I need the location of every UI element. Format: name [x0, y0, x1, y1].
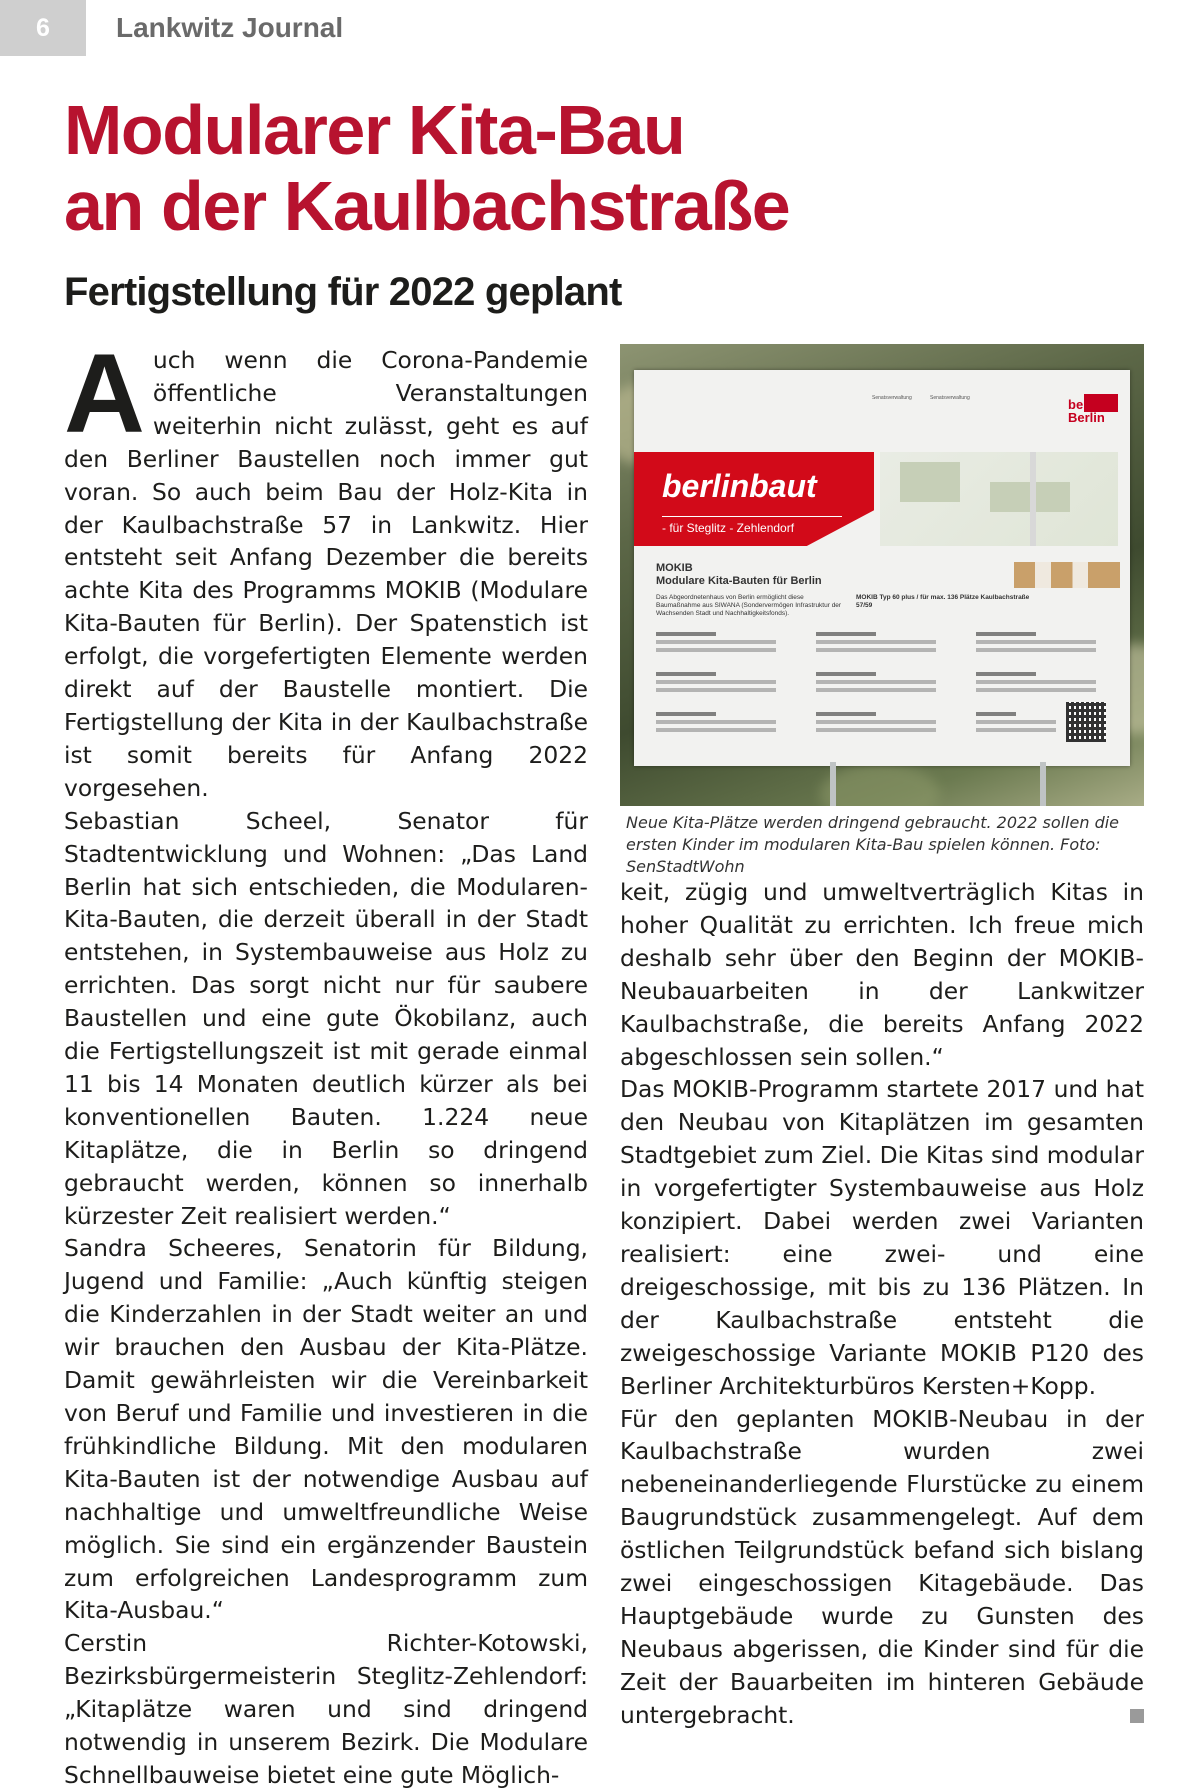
sign-post: [1040, 762, 1046, 806]
paragraph-program: Das MOKIB-Programm startete 2017 und hat den Neubau von Kitaplätzen im gesamten Stadtgebiet zum Ziel. Die Kitas sind modular in vorgefertigter Systembauweise aus Holz konzipiert. Dabei werden zwei Varianten realisiert: eine zwei- und eine dreigeschossige, mit bis zu 136 Plätzen. In der Kaulbachstraße entsteht die zweigeschossige Variante MOKIB P120 des Berliner Architekturbüros Kersten+Kopp.: [620, 1075, 1144, 1400]
sign-info-block: [816, 672, 936, 708]
paragraph-intro: uch wenn die Corona-Pandemie öffentliche Veranstaltungen weiterhin nicht zulässt, geht es auf den Berliner Baustellen noch immer gut voran. So auch beim Bau der Holz-Kita in der Kaulbachstraße 57 in Lankwitz. Hier entsteht seit Anfang Dezember die bereits achte Kita des Programms MOKIB (Modulare Kita-Bauten für Berlin). Der Spatenstich ist erfolgt, die vorgefertigten Elemente werden direkt auf der Baustelle montiert. Die Fertigstellung der Kita in der Kaulbachstraße ist somit bereits für Anfang 2022 vorgesehen.: [64, 346, 588, 802]
sign-sponsor-bar: Senatsverwaltung Senatsverwaltung be Berlin: [872, 388, 1120, 418]
sign-info-block: [656, 672, 776, 708]
journal-name: Lankwitz Journal: [116, 12, 344, 43]
sign-info-block: [976, 712, 1056, 748]
article-headline: [64, 92, 1144, 244]
qr-code: [1066, 702, 1106, 742]
sign-post: [830, 762, 836, 806]
sign-info-block: [976, 632, 1096, 668]
sign-description: Das Abgeordnetenhaus von Berlin ermöglicht diese Baumaßnahme aus SIWANA (Sondervermögen Infrastruktur der Wachsenden Stadt und Nachhaltigkeitsfonds).: [656, 594, 842, 617]
construction-sign: [634, 370, 1130, 766]
paragraph-quote-scheel: Sebastian Scheel, Senator für Stadtentwicklung und Wohnen: „Das Land Berlin hat sich entschieden, die Modularen-Kita-Bauten, die derzeit überall in der Stadt entstehen, in Systembauweise aus Holz zu errichten. Das sorgt nicht nur für saubere Baustellen und eine gute Ökobilanz, auch die Fertigstellungszeit ist mit gerade einmal 11 bis 14 Monaten deutlich kürzer als bei konventionellen Bauten. 1.224 neue Kitaplätze, die in Berlin so dringend gebraucht werden, können so innerhalb kürzester Zeit realisiert werden.“: [64, 806, 588, 1230]
headline-line-1: Modularer Kita-Bau: [64, 91, 685, 169]
paragraph-quote-scheeres: Sandra Scheeres, Senatorin für Bildung, Jugend und Familie: „Auch künftig steigen die Kinderzahlen in der Stadt weiter an und wir brauchen den Ausbau der Kita-Plätze. Damit gewährleisten wir die Vereinbarkeit von Beruf und Familie und investieren in die frühkindliche Bildung. Mit den modularen Kita-Bauten ist der notwendige Ausbau auf nachhaltige und umweltfreundliche Weise möglich. Sie sind ein ergänzender Baustein zum erfolgreichen Landesprogramm zum Kita-Ausbau.“: [64, 1234, 588, 1625]
building-render: [1014, 562, 1120, 588]
sign-divider: [662, 516, 842, 517]
site-plan-image: [880, 452, 1118, 546]
sign-info-block: [656, 712, 776, 748]
headline-line-2: an der Kaulbachstraße: [64, 167, 790, 245]
paragraph-site: [620, 1403, 1144, 1732]
sign-district: - für Steglitz - Zehlendorf: [662, 521, 795, 535]
sign-brand: berlinbaut: [662, 468, 817, 504]
paragraph-quote-richter-kotowski: Cerstin Richter-Kotowski, Bezirksbürgermeisterin Steglitz-Zehlendorf: „Kitaplätze waren und sind dringend notwendig in unserem Bezirk. Die Modulare Schnellbauweise bietet eine gute Möglich-: [64, 1629, 588, 1789]
paragraph-quote-continued: keit, zügig und umweltverträglich Kitas in hoher Qualität zu errichten. Ich freue mich deshalb sehr über den Beginn der MOKIB-Neubauarbeiten in der Lankwitzer Kaulbachstraße, die bereits Anfang 2022 abgeschlossen sein sollen.“: [620, 878, 1144, 1071]
sign-info-block: [656, 632, 776, 668]
construction-sign-photo: [620, 344, 1144, 806]
drop-cap: A: [64, 331, 145, 456]
article-column-left: [64, 331, 588, 1792]
sign-program-long: Modulare Kita-Bauten für Berlin: [656, 575, 822, 587]
paragraph-site-text: Für den geplanten MOKIB-Neubau in der Kaulbachstraße wurden zwei nebeneinanderliegende Flurstücke zu einem Baugrundstück zusammengelegt. Auf dem östlichen Teilgrundstück befand sich bislang zwei eingeschossigen Kitagebäude. Das Hauptgebäude wurde zu Gunsten des Neubaus abgerissen, die Kinder sind für die Zeit der Bauarbeiten im hinteren Gebäude untergebracht.: [620, 1404, 1144, 1729]
sign-info-block: [816, 712, 936, 748]
article-subheadline: Fertigstellung für 2022 geplant: [64, 270, 622, 314]
sign-program-title: [656, 562, 822, 588]
end-of-article-mark: [1130, 1709, 1144, 1723]
page-number: 6: [0, 0, 86, 56]
sign-building-type: MOKIB Typ 60 plus / für max. 136 Plätze Kaulbachstraße 57/59: [856, 594, 1030, 609]
sign-program-short: MOKIB: [656, 562, 693, 574]
sign-info-block: [816, 632, 936, 668]
berlin-logo: be Berlin: [1068, 397, 1105, 425]
photo-caption: Neue Kita-Plätze werden dringend gebraucht. 2022 sollen die ersten Kinder im modularen Kita-Bau spielen können. Foto: SenStadtWohn: [626, 813, 1120, 876]
article-column-right: [620, 876, 1144, 1732]
